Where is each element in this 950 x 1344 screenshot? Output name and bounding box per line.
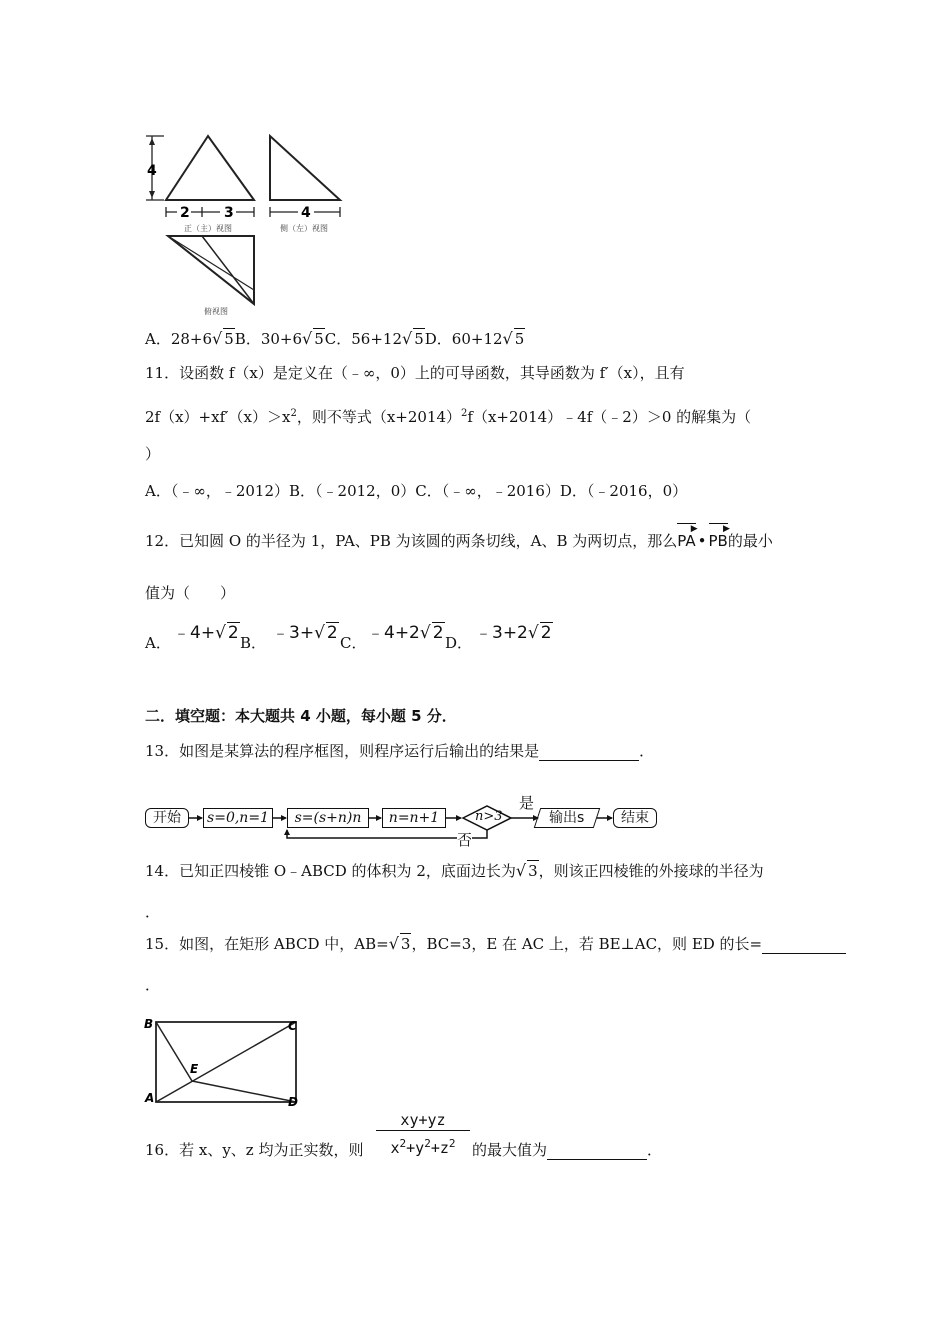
q16-text-tail bbox=[472, 1140, 662, 1160]
q16-answer-blank[interactable] bbox=[547, 1144, 647, 1160]
q16-exp-z: 2 bbox=[448, 1137, 456, 1150]
q16-exp-x: 2 bbox=[399, 1137, 407, 1150]
q11-line3: ） bbox=[145, 445, 161, 463]
q12-option-c-expr bbox=[367, 622, 445, 643]
q14-radicand: 3 bbox=[528, 862, 538, 880]
flow-output-label: 输出s bbox=[549, 810, 585, 826]
flow-increment-label: n=n+1 bbox=[388, 810, 440, 826]
q11-line2-part-c: f（x+2014）﹣4f（﹣2）＞0 的解集为（ bbox=[467, 408, 752, 426]
q14-line2: ． bbox=[145, 903, 161, 921]
q16-text bbox=[145, 1140, 363, 1160]
sqrt-icon: √ bbox=[419, 623, 431, 643]
q12-option-b-expr bbox=[272, 622, 339, 643]
sqrt-icon: √ bbox=[302, 329, 313, 348]
dim-height-label: 4 bbox=[147, 163, 157, 179]
dim-side-label: 4 bbox=[301, 205, 311, 221]
q11-line2-part-b: ，则不等式（x+2014） bbox=[296, 408, 462, 426]
sqrt-icon: √ bbox=[215, 623, 226, 643]
q11-line1: 11．设函数 f（x）是定义在（﹣∞，0）上的可导函数，其导函数为 f′（x），且有 bbox=[145, 364, 685, 382]
flow-yes-label: 是 bbox=[519, 794, 535, 812]
q13-answer-blank[interactable] bbox=[539, 745, 639, 761]
q11-options: A．（﹣∞，﹣2012）B．（﹣2012，0）C．（﹣∞，﹣2016）D．（﹣2016，0） bbox=[145, 482, 688, 500]
q12-option-d-expr bbox=[475, 622, 553, 643]
q10-radicand-a: 5 bbox=[224, 330, 234, 348]
q11-line2-part-a: 2f（x）+xf′（x）＞x bbox=[145, 408, 291, 426]
q16-fraction bbox=[376, 1110, 470, 1157]
sqrt-icon: √ bbox=[515, 861, 527, 880]
label-d: D bbox=[288, 1095, 298, 1109]
q12-radicand-a: 2 bbox=[227, 623, 239, 643]
side-view-triangle bbox=[270, 136, 340, 200]
top-view-caption: 俯视图 bbox=[204, 307, 228, 316]
section-2-heading: 二．填空题：本大题共 4 小题，每小题 5 分． bbox=[145, 707, 457, 725]
q11-line2 bbox=[145, 404, 751, 427]
q13-text bbox=[145, 741, 654, 761]
q16-den-x: x bbox=[390, 1139, 400, 1157]
q12-option-b-label: B． bbox=[240, 634, 267, 652]
vector-pb bbox=[708, 524, 730, 551]
q12-line1 bbox=[145, 524, 773, 551]
vector-pa bbox=[677, 524, 698, 551]
three-view-figure bbox=[140, 128, 350, 318]
q10-option-d: D．60+12 bbox=[424, 330, 503, 348]
q14-text-body: 14．已知正四棱锥 O﹣ABCD 的体积为 2，底面边长为 bbox=[145, 862, 516, 880]
q12-option-b-text: ﹣3+ bbox=[272, 623, 315, 643]
q14-text-end: ，则该正四棱锥的外接球的半径为 bbox=[538, 862, 764, 880]
q10-option-b: B．30+6 bbox=[234, 330, 303, 348]
q12-line1-text: 12．已知圆 O 的半径为 1，PA、PB 为该圆的两条切线，A、B 为两切点，那么 bbox=[145, 532, 678, 550]
flow-no-label: 否 bbox=[457, 831, 473, 849]
flow-decision-label: n>3 bbox=[475, 809, 503, 824]
flow-init-label: s=0,n=1 bbox=[207, 810, 269, 826]
sqrt-icon: √ bbox=[388, 934, 399, 953]
q13-flowchart bbox=[145, 794, 660, 849]
q16-text-end: 的最大值为 bbox=[472, 1141, 548, 1159]
dim-front-right-label: 3 bbox=[224, 205, 234, 221]
q13-text-end: ． bbox=[639, 742, 655, 760]
q15-text-end: ，BC=3，E 在 AC 上，若 BE⊥AC，则 ED 的长= bbox=[411, 935, 763, 953]
q10-options bbox=[145, 328, 525, 349]
q12-radicand-b: 2 bbox=[326, 623, 338, 643]
q16-text-body: 16．若 x、y、z 均为正实数，则 bbox=[145, 1141, 364, 1159]
q12-dot: • bbox=[697, 532, 707, 550]
q15-text bbox=[145, 933, 846, 954]
vector-arrow-head-icon: ▶ bbox=[690, 524, 698, 534]
q12-option-c-text: ﹣4+2 bbox=[367, 623, 420, 643]
q10-radicand-d: 5 bbox=[514, 330, 525, 348]
q16-denominator bbox=[376, 1131, 470, 1157]
q12-option-a-expr bbox=[173, 622, 240, 643]
q12-vec2-label: PB bbox=[708, 532, 728, 550]
q12-option-d-text: ﹣3+2 bbox=[475, 623, 528, 643]
rectangle-figure bbox=[140, 1012, 310, 1112]
q15-line2: ． bbox=[145, 976, 161, 994]
q16-exp-y: 2 bbox=[424, 1137, 431, 1150]
label-a: A bbox=[145, 1091, 155, 1105]
q12-radicand-d: 2 bbox=[540, 623, 552, 643]
q12-option-c-label: C． bbox=[340, 634, 367, 652]
q10-option-a: A．28+6 bbox=[145, 330, 213, 348]
flow-start-label: 开始 bbox=[153, 810, 181, 826]
q12-option-d-label: D． bbox=[445, 634, 473, 652]
sqrt-icon: √ bbox=[502, 329, 513, 348]
sqrt-icon: √ bbox=[212, 329, 223, 348]
q12-option-a-text: ﹣4+ bbox=[173, 623, 216, 643]
q12-vec1-label: PA bbox=[677, 532, 696, 550]
q10-radicand-c: 5 bbox=[414, 330, 424, 348]
sqrt-icon: √ bbox=[527, 623, 539, 643]
flow-end-label: 结束 bbox=[621, 810, 649, 826]
flow-connectors bbox=[145, 796, 660, 846]
q11-sup-2: 2 bbox=[461, 408, 468, 419]
front-view-triangle bbox=[166, 136, 254, 200]
q16-end: ． bbox=[647, 1141, 663, 1159]
q15-radicand: 3 bbox=[400, 935, 411, 953]
label-b: B bbox=[144, 1017, 154, 1031]
q16-den-y: +y bbox=[406, 1139, 425, 1157]
q12-line2: 值为（ ） bbox=[145, 584, 236, 602]
q16-numerator: xy+yz bbox=[400, 1111, 446, 1129]
dim-front-left-label: 2 bbox=[180, 205, 190, 221]
label-c: C bbox=[288, 1019, 297, 1033]
q15-text-body: 15．如图，在矩形 ABCD 中，AB= bbox=[145, 935, 389, 953]
q10-radicand-b: 5 bbox=[314, 330, 324, 348]
q10-option-c: C．56+12 bbox=[324, 330, 403, 348]
sqrt-icon: √ bbox=[402, 329, 413, 348]
sqrt-icon: √ bbox=[314, 623, 325, 643]
q12-option-a-label: A． bbox=[145, 634, 171, 652]
vector-arrow-head-icon: ▶ bbox=[722, 524, 730, 534]
side-view-caption: 侧（左）视图 bbox=[280, 224, 328, 233]
q12-line1-end: 的最小 bbox=[727, 532, 773, 550]
q13-text-body: 13．如图是某算法的程序框图，则程序运行后输出的结果是 bbox=[145, 742, 540, 760]
front-view-caption: 正（主）视图 bbox=[184, 224, 232, 233]
q12-radicand-c: 2 bbox=[432, 623, 444, 643]
q15-answer-blank[interactable] bbox=[762, 938, 846, 954]
flow-update-label: s=(s+n)n bbox=[294, 810, 362, 826]
label-e: E bbox=[190, 1062, 199, 1076]
q16-den-z: +z bbox=[430, 1139, 449, 1157]
q11-sup-1: 2 bbox=[290, 408, 297, 419]
q14-text bbox=[145, 860, 764, 881]
